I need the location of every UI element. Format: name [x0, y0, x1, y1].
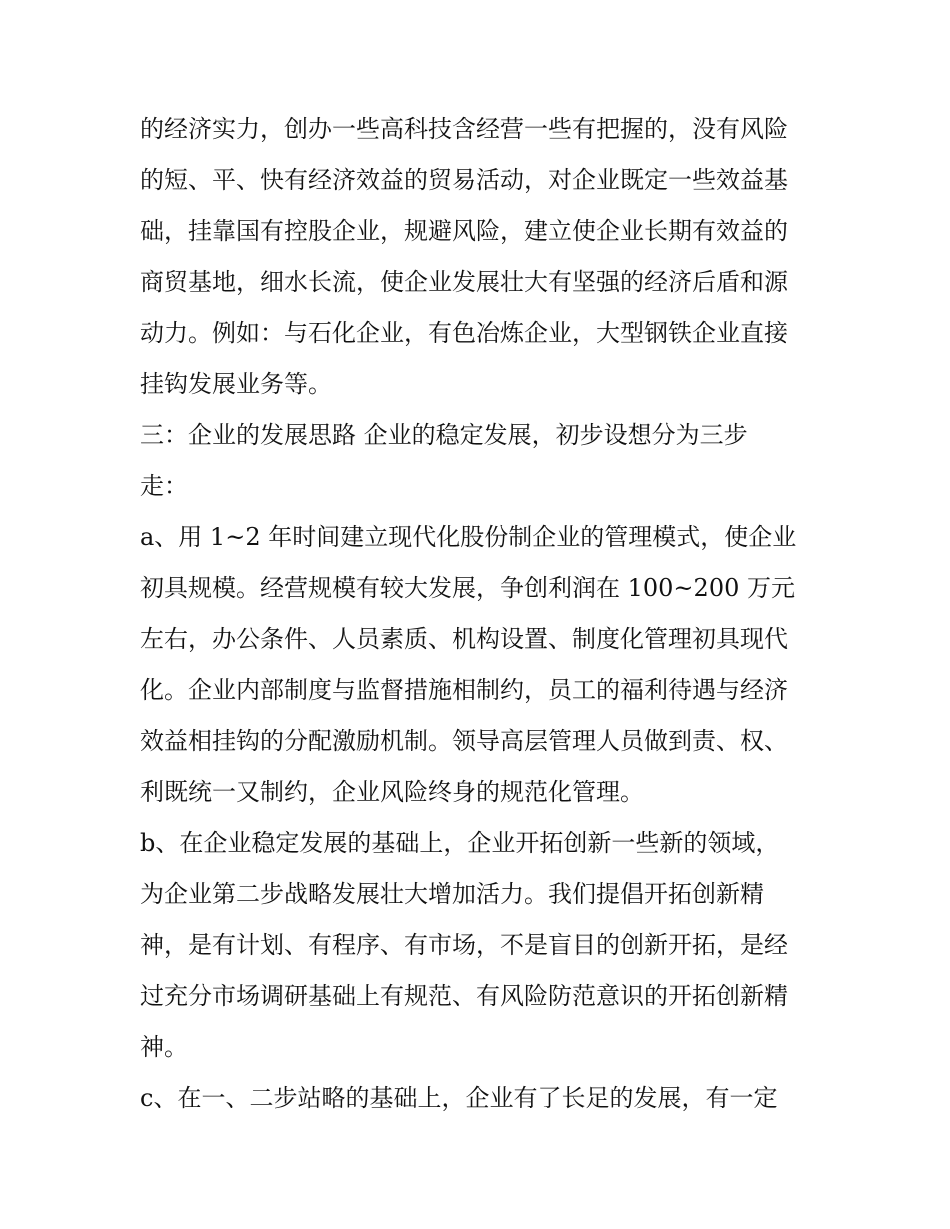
- text-line: 化。企业内部制度与监督措施相制约，员工的福利待遇与经济: [140, 676, 788, 704]
- text-line: 过充分市场调研基础上有规范、有风险防范意识的开拓创新精: [140, 982, 788, 1010]
- text-line: 三：企业的发展思路 企业的稳定发展，初步设想分为三步: [140, 421, 748, 449]
- text-line: 左右，办公条件、人员素质、机构设置、制度化管理初具现代: [140, 625, 788, 653]
- text-line: 走：: [140, 472, 188, 500]
- text-line: 的短、平、快有经济效益的贸易活动，对企业既定一些效益基: [140, 166, 788, 194]
- text-line: 神，是有计划、有程序、有市场，不是盲目的创新开拓，是经: [140, 931, 788, 959]
- text-line: 神。: [140, 1033, 188, 1061]
- text-line: 为企业第二步战略发展壮大增加活力。我们提倡开拓创新精: [140, 880, 764, 908]
- text-line: 效益相挂钩的分配激励机制。领导高层管理人员做到责、权、: [140, 727, 788, 755]
- text-line: c、在一、二步站略的基础上，企业有了长足的发展，有一定: [140, 1084, 778, 1112]
- text-line: 的经济实力，创办一些高科技含经营一些有把握的，没有风险: [140, 115, 788, 143]
- body-text: [140, 104, 830, 1124]
- text-line: 挂钩发展业务等。: [140, 370, 332, 398]
- text-line: 利既统一又制约，企业风险终身的规范化管理。: [140, 778, 644, 806]
- text-line: 动力。例如：与石化企业，有色冶炼企业，大型钢铁企业直接: [140, 319, 788, 347]
- text-line: 础，挂靠国有控股企业，规避风险，建立使企业长期有效益的: [140, 217, 788, 245]
- text-line: b、在企业稳定发展的基础上，企业开拓创新一些新的领域，: [140, 829, 780, 857]
- text-line: 初具规模。经营规模有较大发展，争创利润在 100~200 万元: [140, 574, 795, 602]
- text-line: 商贸基地，细水长流，使企业发展壮大有坚强的经济后盾和源: [140, 268, 788, 296]
- text-line: a、用 1~2 年时间建立现代化股份制企业的管理模式，使企业: [140, 523, 797, 551]
